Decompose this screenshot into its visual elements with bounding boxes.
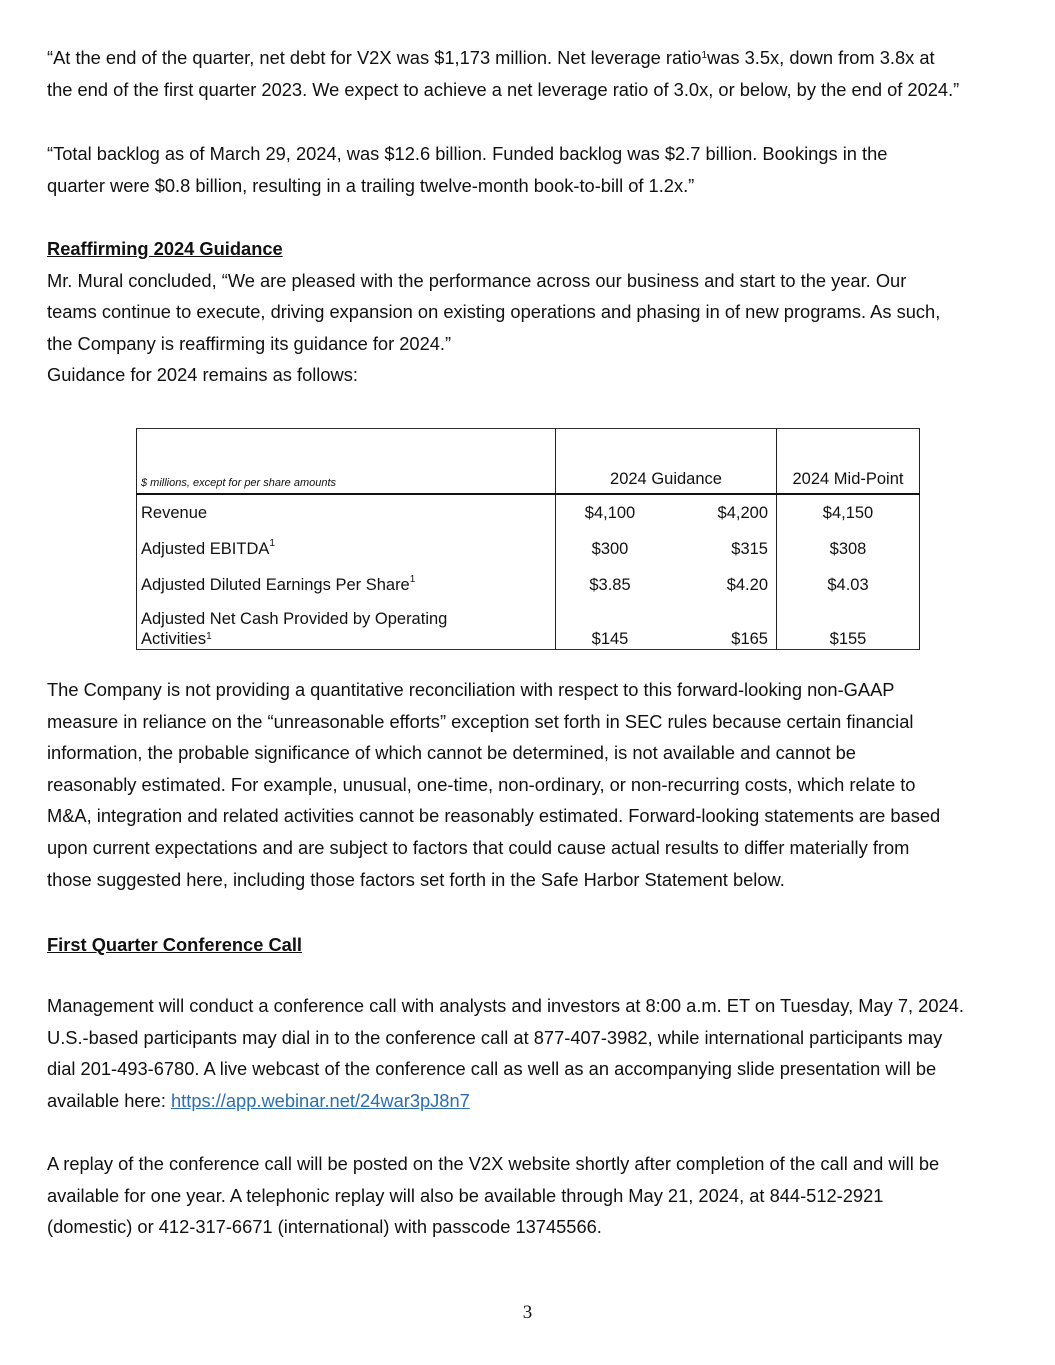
section-heading: Reaffirming 2024 Guidance	[47, 238, 283, 259]
table-row	[137, 531, 920, 567]
text: M&A, integration and related activities cannot be reasonably estimated. Forward-looking statements are based	[47, 805, 941, 827]
text: Adjusted Diluted Earnings Per Share	[141, 575, 410, 594]
text: “Total backlog as of March 29, 2024, was $12.6 billion. Funded backlog was $2.7 billion. Bookings in the	[47, 143, 888, 164]
cell: $4.03	[777, 567, 920, 603]
text: the Company is reaffirming its guidance for 2024.”	[47, 332, 452, 354]
cell: $4,150	[777, 494, 920, 531]
text: Guidance for 2024 remains as follows:	[47, 364, 358, 386]
cell: $3.85	[556, 567, 665, 603]
column-header: 2024 Guidance	[556, 429, 777, 495]
table-row	[137, 603, 920, 650]
table-header-row	[137, 429, 920, 495]
cell: $145	[556, 603, 665, 650]
text: teams continue to execute, driving expansion on existing operations and phasing in of new programs. As such,	[47, 301, 941, 323]
table-row	[137, 494, 920, 531]
table-row	[137, 567, 920, 603]
paragraph-non-gaap	[47, 674, 940, 895]
guidance-table	[136, 428, 920, 650]
text: U.S.-based participants may dial in to the conference call at 877-407-3982, while international participants may	[47, 1026, 943, 1048]
text: Adjusted EBITDA	[141, 539, 270, 558]
text: (domestic) or 412-317-6671 (international) with passcode 13745566.	[47, 1216, 602, 1238]
text: dial 201-493-6780. A live webcast of the conference call as well as an accompanying slide presentation will be	[47, 1058, 937, 1080]
text: quarter were $0.8 billion, resulting in a trailing twelve-month book-to-bill of 1.2x.”	[47, 174, 695, 196]
text: the end of the first quarter 2023. We expect to achieve a net leverage ratio of 3.0x, or below, by the end of 2024.”	[47, 78, 960, 100]
cell: $4.20	[664, 567, 777, 603]
text: The Company is not providing a quantitative reconciliation with respect to this forward-looking non-GAAP	[47, 679, 895, 700]
cell: $300	[556, 531, 665, 567]
text: Mr. Mural concluded, “We are pleased with the performance across our business and start to the year. Our	[47, 269, 907, 291]
cell: $308	[777, 531, 920, 567]
text: those suggested here, including those factors set forth in the Safe Harbor Statement below.	[47, 868, 785, 890]
cell: $165	[664, 603, 777, 650]
text: Activities	[141, 630, 207, 648]
text: upon current expectations and are subject to factors that could cause actual results to differ materially from	[47, 836, 910, 858]
text: “At the end of the quarter, net debt for V2X was $1,173 million. Net leverage ratio	[47, 47, 702, 68]
section-heading-conference-call	[47, 929, 302, 961]
column-header: 2024 Mid-Point	[777, 429, 920, 495]
section-heading: First Quarter Conference Call	[47, 934, 302, 955]
table-note: $ millions, except for per share amounts	[137, 429, 556, 495]
text: measure in reliance on the “unreasonable efforts” exception set forth in SEC rules because certain financial	[47, 710, 914, 732]
row-label: Revenue	[137, 494, 556, 531]
paragraph-backlog	[47, 138, 887, 201]
cell: $4,100	[556, 494, 665, 531]
text: Management will conduct a conference call with analysts and investors at 8:00 a.m. ET on Tuesday, May 7, 2024.	[47, 995, 964, 1016]
text: Adjusted Net Cash Provided by Operating	[141, 610, 448, 628]
cell: $315	[664, 531, 777, 567]
footnote-mark: 1	[269, 537, 275, 549]
footnote-mark: 1	[206, 631, 212, 642]
text: available here:	[47, 1089, 171, 1111]
footnote-mark: 1	[409, 573, 416, 585]
cell: $155	[777, 603, 920, 650]
text: A replay of the conference call will be posted on the V2X website shortly after completion of the call and will be	[47, 1153, 940, 1174]
text: reasonably estimated. For example, unusual, one-time, non-ordinary, or non-recurring costs, which relate to	[47, 773, 916, 795]
row-label	[137, 603, 556, 650]
paragraph-conference-call	[47, 990, 964, 1116]
page-number: 3	[522, 1302, 533, 1323]
text: information, the probable significance of which cannot be determined, is not available and cannot be	[47, 742, 856, 764]
row-label	[137, 531, 556, 567]
cell: $4,200	[664, 494, 777, 531]
row-label	[137, 567, 556, 603]
paragraph-replay	[47, 1148, 939, 1243]
webcast-link[interactable]: https://app.webinar.net/24war3pJ8n7	[171, 1089, 470, 1111]
text: was 3.5x, down from 3.8x at	[707, 47, 935, 68]
paragraph-net-debt	[47, 42, 959, 105]
text: available for one year. A telephonic replay will also be available through May 21, 2024, at 844-512-2921	[47, 1184, 884, 1206]
footnote-mark: 1	[701, 50, 708, 61]
paragraph-guidance	[47, 233, 940, 391]
